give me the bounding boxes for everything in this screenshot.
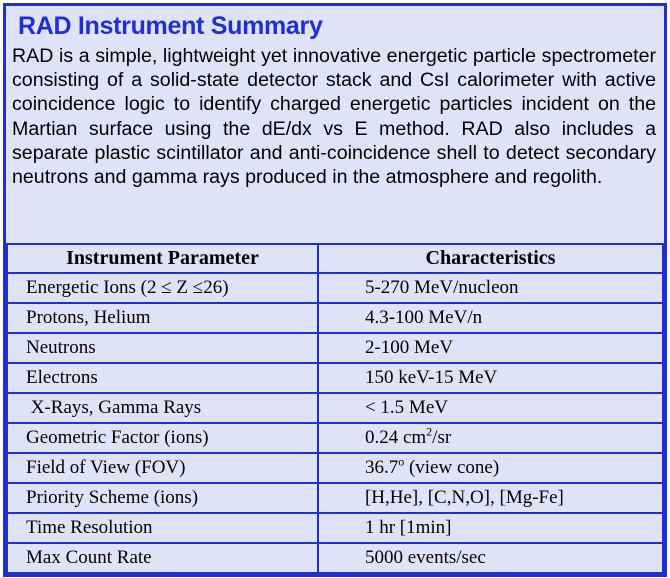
param-cell: Max Count Rate: [7, 543, 318, 573]
value-cell: [H,He], [C,N,O], [Mg-Fe]: [318, 483, 663, 513]
table-row: [7, 483, 663, 513]
param-cell: Time Resolution: [7, 513, 318, 543]
header-characteristics: Characteristics: [318, 244, 663, 273]
header-instrument-parameter: Instrument Parameter: [7, 244, 318, 273]
value-text-after: (view cone): [404, 457, 500, 478]
value-cell: 5000 events/sec: [318, 543, 663, 573]
table-row: [7, 423, 663, 453]
value-cell: 150 keV-15 MeV: [318, 363, 663, 393]
param-cell: X-Rays, Gamma Rays: [7, 393, 318, 423]
superscript: 2: [426, 424, 433, 439]
param-cell: Field of View (FOV): [7, 453, 318, 483]
value-cell: < 1.5 MeV: [318, 393, 663, 423]
value-cell: [318, 453, 663, 483]
table-row: [7, 303, 663, 333]
value-cell: 5-270 MeV/nucleon: [318, 273, 663, 303]
param-cell: Protons, Helium: [7, 303, 318, 333]
value-text-after: /sr: [432, 427, 452, 448]
param-cell: Geometric Factor (ions): [7, 423, 318, 453]
value-cell: 1 hr [1min]: [318, 513, 663, 543]
table-row: [7, 333, 663, 363]
param-cell: Neutrons: [7, 333, 318, 363]
value-cell: 2-100 MeV: [318, 333, 663, 363]
value-cell: 4.3-100 MeV/n: [318, 303, 663, 333]
table-header-row: [7, 244, 663, 273]
value-text: 0.24 cm: [364, 427, 427, 448]
table-row: [7, 453, 663, 483]
instrument-parameters-table: [6, 243, 664, 574]
superscript: o: [398, 454, 405, 469]
table-row: [7, 363, 663, 393]
table-row: [7, 513, 663, 543]
panel-title: RAD Instrument Summary: [18, 12, 323, 40]
table-row: [7, 393, 663, 423]
value-text: 36.7: [364, 457, 399, 478]
value-cell: [318, 423, 663, 453]
param-cell: Priority Scheme (ions): [7, 483, 318, 513]
param-cell: Electrons: [7, 363, 318, 393]
instrument-summary-panel: [3, 3, 667, 577]
table-row: [7, 273, 663, 303]
table-row: [7, 543, 663, 573]
param-cell: Energetic Ions (2 ≤ Z ≤26): [7, 273, 318, 303]
instrument-description: RAD is a simple, lightweight yet innovative energetic particle spectrometer consisting of a solid-state detector stack and CsI calorimeter with active coincidence logic to identify charged energetic particles incident on the Martian surface using the dE/dx vs E method. RAD also includes a separate plastic scintillator and anti-coincidence shell to detect secondary neutrons and gamma rays produced in the atmosphere and regolith.: [12, 45, 656, 189]
